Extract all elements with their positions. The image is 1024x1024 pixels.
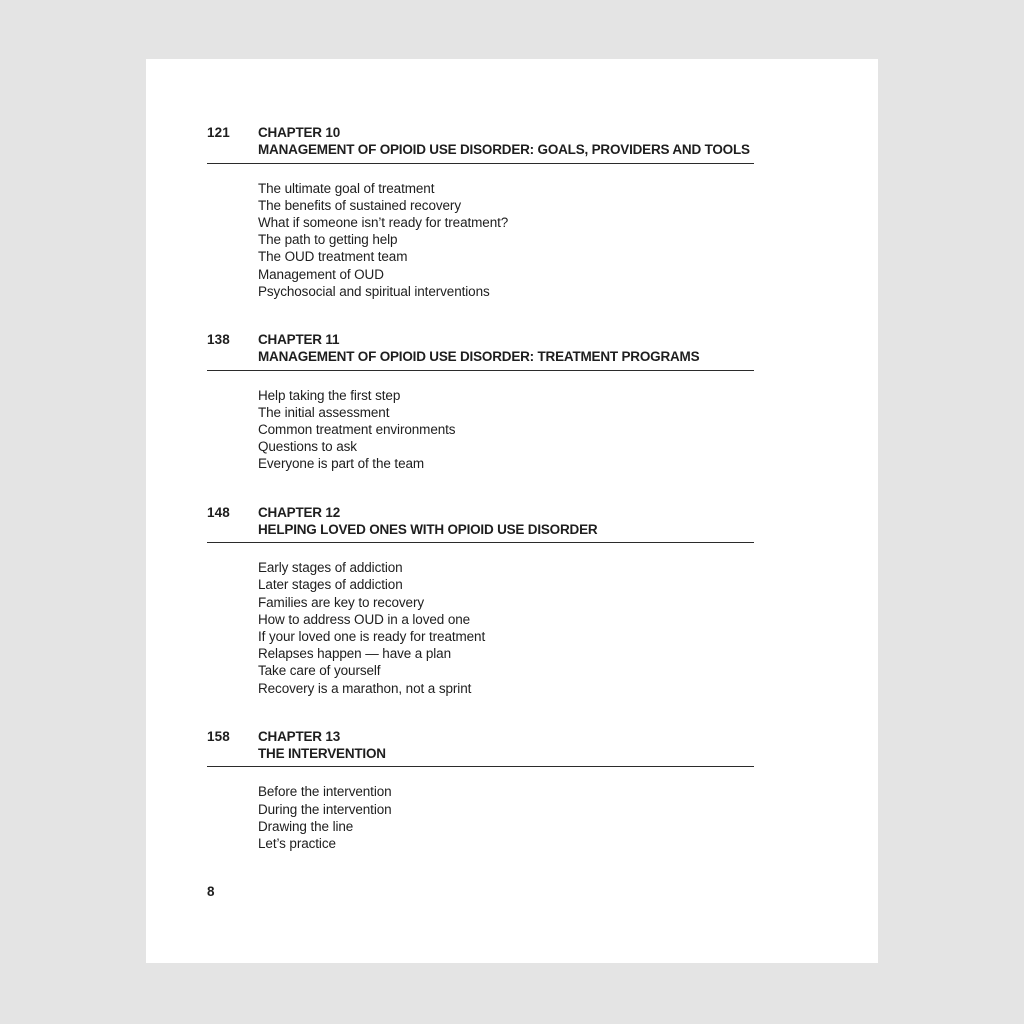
chapter-heading-row xyxy=(207,331,754,366)
chapter-label: CHAPTER 13 xyxy=(258,728,341,744)
toc-item-list xyxy=(258,559,754,697)
section-divider xyxy=(207,766,754,767)
toc-item: During the intervention xyxy=(258,801,392,817)
toc-item: Let’s practice xyxy=(258,836,336,852)
toc-item: Families are key to recovery xyxy=(258,594,425,610)
chapter-heading xyxy=(258,331,754,366)
chapter-title: MANAGEMENT OF OPIOID USE DISORDER: TREATMENT PROGRAMS xyxy=(258,349,700,365)
toc-item: Everyone is part of the team xyxy=(258,456,425,472)
toc-item: How to address OUD in a loved one xyxy=(258,611,471,627)
toc-section-chapter-13 xyxy=(207,728,754,852)
chapter-title: HELPING LOVED ONES WITH OPIOID USE DISORDER xyxy=(258,521,598,537)
page-footer-number: 8 xyxy=(207,884,215,900)
toc-item: Drawing the line xyxy=(258,818,354,834)
toc-item: Recovery is a marathon, not a sprint xyxy=(258,680,472,696)
section-divider xyxy=(207,370,754,371)
toc-item: Take care of yourself xyxy=(258,663,381,679)
chapter-heading xyxy=(258,124,754,159)
toc-item: Psychosocial and spiritual interventions xyxy=(258,283,490,299)
chapter-heading xyxy=(258,504,754,539)
toc-item: What if someone isn’t ready for treatment? xyxy=(258,215,509,230)
toc-item: The OUD treatment team xyxy=(258,249,408,265)
toc-item: The path to getting help xyxy=(258,232,398,248)
chapter-heading-row xyxy=(207,124,754,159)
toc-item: If your loved one is ready for treatment xyxy=(258,629,486,645)
chapter-label: CHAPTER 12 xyxy=(258,504,341,520)
chapter-title: THE INTERVENTION xyxy=(258,746,386,762)
chapter-start-page: 138 xyxy=(207,332,230,348)
toc-section-chapter-11 xyxy=(207,331,754,473)
toc-item: The ultimate goal of treatment xyxy=(258,180,435,196)
toc-item-list xyxy=(258,180,754,300)
book-page xyxy=(146,59,878,963)
toc-item: The initial assessment xyxy=(258,404,390,420)
toc-item-list xyxy=(258,783,754,852)
toc-item: Before the intervention xyxy=(258,784,392,800)
toc-item: Help taking the first step xyxy=(258,387,401,403)
chapter-start-page: 158 xyxy=(207,728,230,744)
section-divider xyxy=(207,542,754,543)
section-divider xyxy=(207,163,754,164)
toc-item: The benefits of sustained recovery xyxy=(258,197,461,213)
chapter-heading-row xyxy=(207,504,754,539)
toc-item: Later stages of addiction xyxy=(258,577,403,593)
toc-section-chapter-10 xyxy=(207,124,754,300)
chapter-start-page: 121 xyxy=(207,125,230,140)
chapter-heading-row xyxy=(207,728,754,763)
toc-item: Early stages of addiction xyxy=(258,560,403,576)
chapter-heading xyxy=(258,728,754,763)
toc-item-list xyxy=(258,387,754,473)
toc-section-chapter-12 xyxy=(207,504,754,697)
toc-item: Management of OUD xyxy=(258,266,384,282)
chapter-label: CHAPTER 10 xyxy=(258,125,341,140)
toc-item: Questions to ask xyxy=(258,439,357,455)
toc-item: Common treatment environments xyxy=(258,422,456,438)
chapter-start-page: 148 xyxy=(207,504,230,520)
chapter-title: MANAGEMENT OF OPIOID USE DISORDER: GOALS, PROVIDERS AND TOOLS xyxy=(258,142,750,158)
chapter-label: CHAPTER 11 xyxy=(258,332,340,348)
toc-item: Relapses happen — have a plan xyxy=(258,646,451,662)
